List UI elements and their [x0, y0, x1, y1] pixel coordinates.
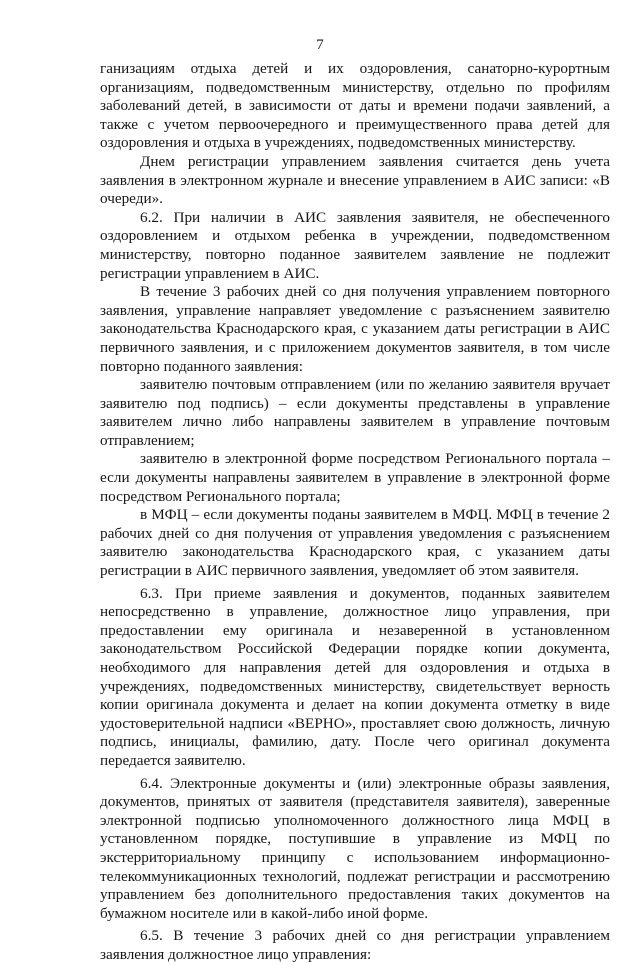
- document-body: [100, 60, 610, 965]
- paragraph-6-2: 6.2. При наличии в АИС заявления заявителя, не обеспеченного оздоровлением и отдыхом ребенка в учреждении, подведомственном министерству, повторно поданное заявителем заявление не подлежит регистрации управлением в АИС.: [100, 208, 610, 282]
- paragraph-repeat-application: В течение 3 рабочих дней со дня получения управлением повторного заявления, управление направляет уведомление с разъяснением заявителю законодательства Краснодарского края, с указанием даты регистрации в АИС первичного заявления, и с приложением документов заявителя, в том числе повторно поданного заявления:: [100, 283, 610, 375]
- paragraph-6-3: 6.3. При приеме заявления и документов, поданных заявителем непосредственно в управление, должностное лицо управления, при предоставлении ему оригинала и незаверенной в установленном законодательством Российской Федерации порядке копии документа, необходимого для направления детей для оздоровления и отдыха в учреждениях, подведомственных министерству, свидетельствует верность копии оригинала документа и делает на копии документа отметку в виде удостоверительной надписи «ВЕРНО», проставляет свою должность, личную подпись, инициалы, фамилию, дату. После чего оригинал документа передается заявителю.: [100, 584, 610, 769]
- page-number: 7: [316, 37, 324, 53]
- paragraph-mfc: в МФЦ – если документы поданы заявителем в МФЦ. МФЦ в течение 2 рабочих дней со дня получения от управления уведомления с разъяснением заявителю законодательства Краснодарского края, с указанием даты регистрации в АИС первичного заявления, уведомляет об этом заявителя.: [100, 506, 610, 580]
- paragraph-registration-day: Днем регистрации управлением заявления считается день учета заявления в электронном журнале и внесение управлением в АИС записи: «В очереди».: [100, 152, 610, 208]
- paragraph-6-4: 6.4. Электронные документы и (или) электронные образы заявления, документов, принятых от заявителя (представителя заявителя), заверенные электронной подписью уполномоченного должностного лица МФЦ в установленном порядке, поступившие в управление из МФЦ по экстерриториальному принципу с использованием информационно-телекоммуникационных технологий, подлежат регистрации и рассмотрению управлением без дополнительного предоставления таких документов на бумажном носителе или в какой-либо иной форме.: [100, 774, 610, 922]
- paragraph-6-5: 6.5. В течение 3 рабочих дней со дня регистрации управлением заявления должностное лицо управления:: [100, 927, 610, 963]
- paragraph-continuation: ганизациям отдыха детей и их оздоровления, санаторно-курортным организациям, подведомственным министерству, отдельно по профилям заболеваний детей, в зависимости от даты и времени подачи заявлений, а также с учетом первоочередного и преимущественного права детей для оздоровления и отдыха в учреждениях, подведомственных министерству.: [100, 60, 610, 152]
- paragraph-electronic: заявителю в электронной форме посредством Регионального портала – если документы направлены заявителем в управление в электронной форме посредством Регионального портала;: [100, 450, 610, 505]
- paragraph-postal: заявителю почтовым отправлением (или по желанию заявителя вручает заявителю под подпись) – если документы представлены в управление заявителем лично либо направлены заявителем в управление почтовым отправлением;: [100, 376, 610, 449]
